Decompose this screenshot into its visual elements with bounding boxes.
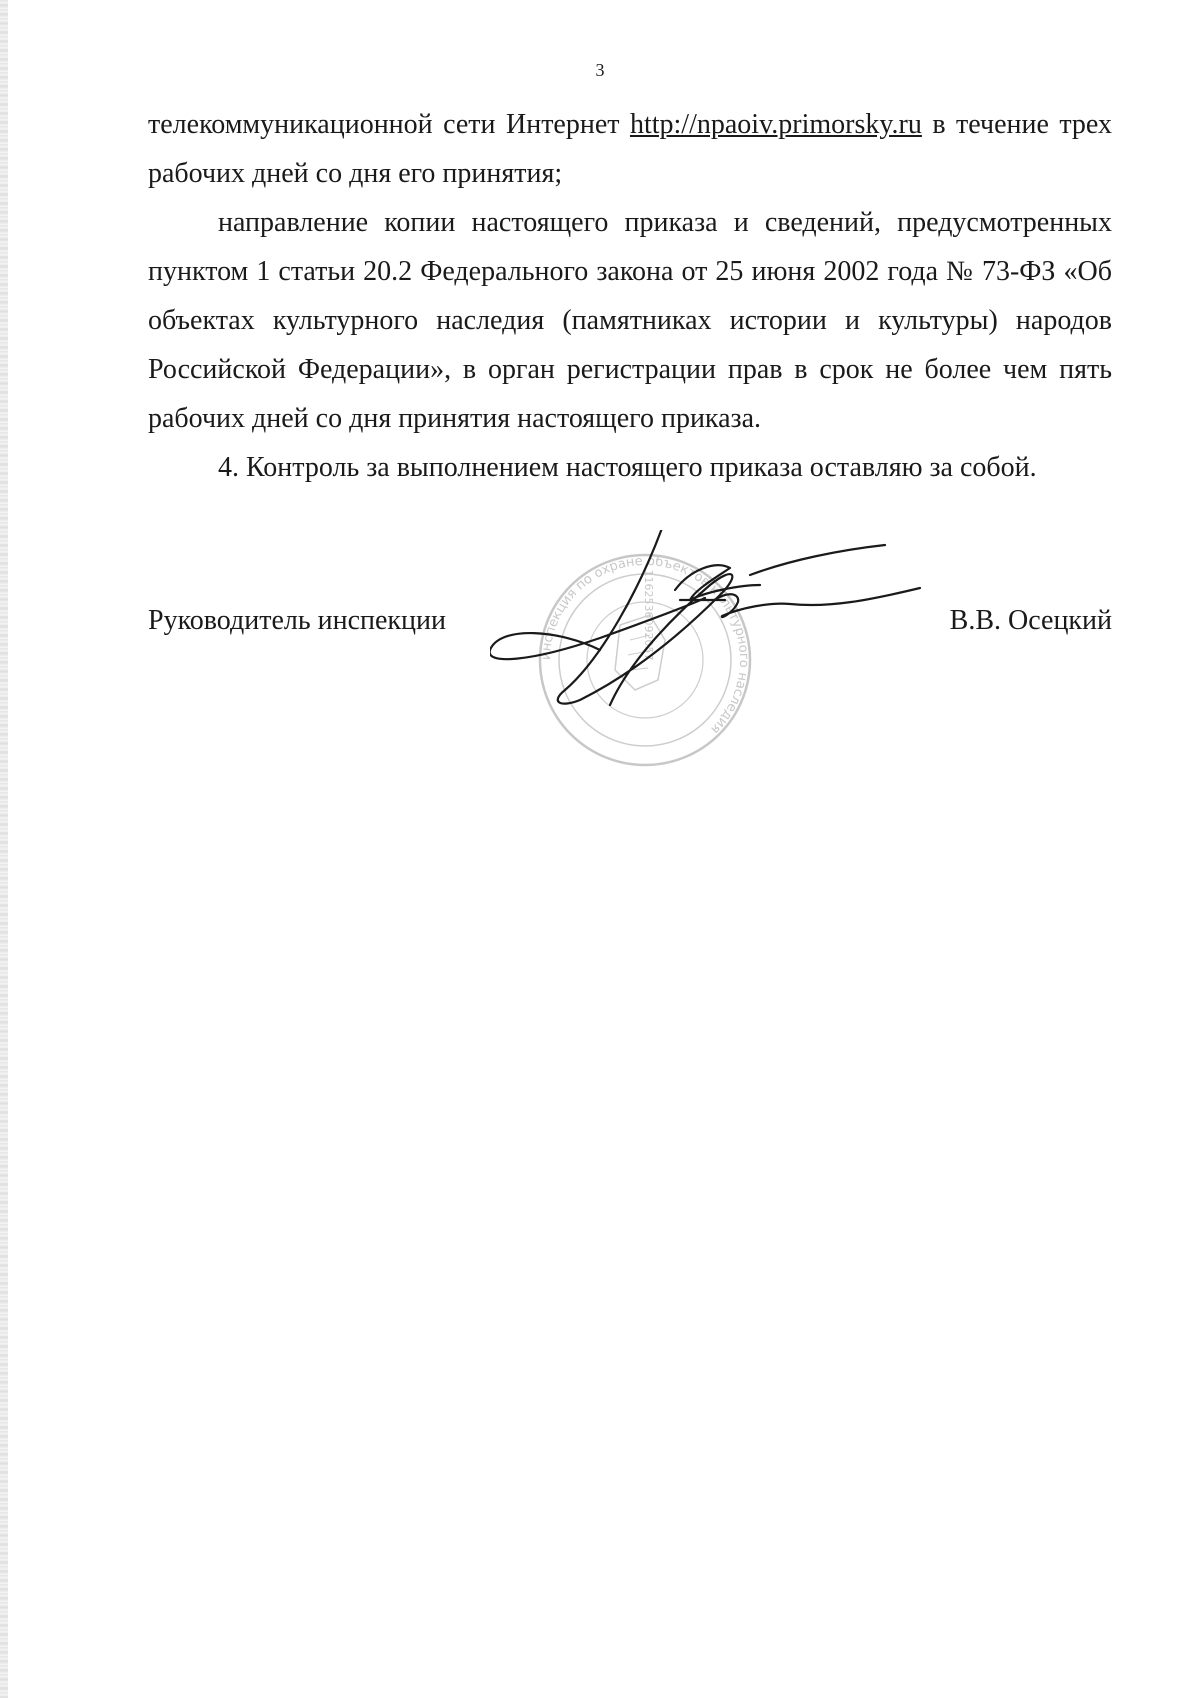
- page-number: 3: [595, 60, 605, 80]
- stamp-number: 1162536092057: [642, 569, 655, 661]
- scan-edge: [0, 0, 8, 1698]
- publication-link[interactable]: http://npaoiv.primorsky.ru: [629, 109, 922, 140]
- signature-block: [148, 605, 1112, 645]
- stamp-and-signature: [490, 530, 950, 800]
- paragraph-publication-end: в течение трех рабочих дней со дня его принятия;: [148, 109, 1112, 189]
- paragraph-publication-start: телекоммуникационной сети Интернет: [148, 109, 630, 140]
- paragraph-registration: направление копии настоящего приказа и сведений, предусмотренных пунктом 1 статьи 20.2 Федерального закона от 25 июня 2002 года № 73-ФЗ «Об объектах культурного наследия (памятниках истории и культуры) народов Российской Федерации», в орган регистрации прав в срок не более чем пять рабочих дней со дня принятия настоящего приказа.: [148, 207, 1112, 434]
- stamp-outer-text: инспекция по охране объектов культурного наследия: [538, 553, 752, 737]
- document-body: [148, 100, 1112, 492]
- signatory-name: В.В. Осецкий: [949, 605, 1112, 636]
- paragraph-control: 4. Контроль за выполнением настоящего приказа оставляю за собой.: [218, 452, 1037, 483]
- signatory-title: Руководитель инспекции: [148, 605, 446, 636]
- paragraph-publication: [148, 100, 1112, 198]
